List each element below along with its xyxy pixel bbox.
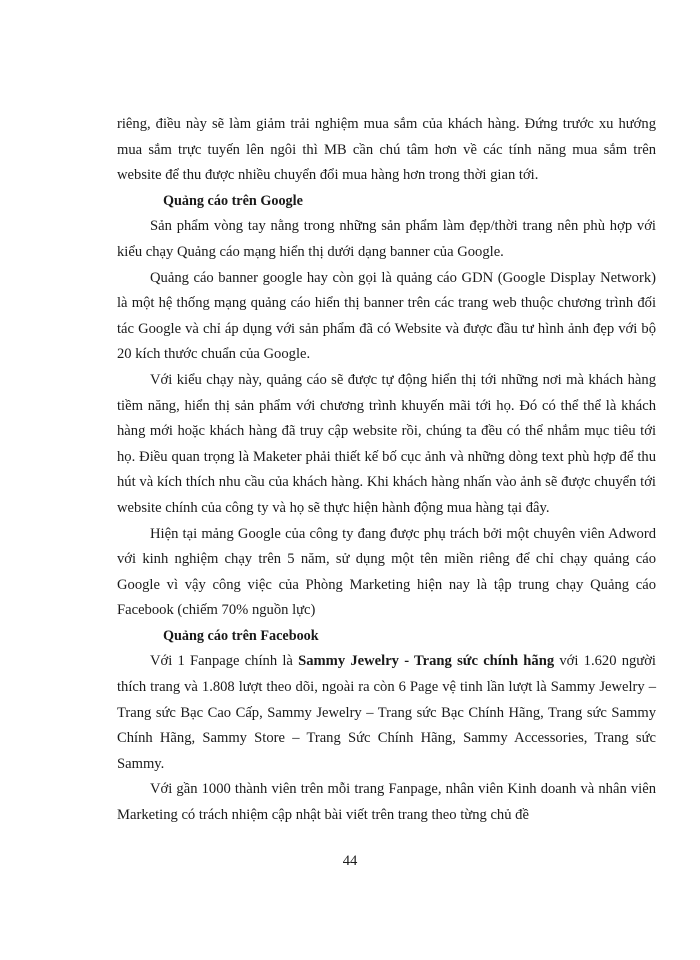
paragraph-bracelet-products: Sản phẩm vòng tay nằng trong những sản phẩm làm đẹp/thời trang nên phù hợp với kiểu chạy Quảng cáo mạng hiển thị dưới dạng banner của Google.: [117, 218, 656, 260]
fanpage-intro-text: Với 1 Fanpage chính là: [150, 653, 299, 670]
paragraph-fanpage-members: Với gần 1000 thành viên trên mỗi trang Fanpage, nhân viên Kinh doanh và nhân viên Marketing có trách nhiệm cập nhật bài viết trên trang theo từng chủ đề: [117, 781, 656, 824]
paragraph-google-team: Hiện tại mảng Google của công ty đang được phụ trách bởi một chuyên viên Adword với kinh nghiệm chạy trên 5 năm, sử dụng một tên miền riêng để chỉ chạy quảng cáo Google vì vậy công việc của Phòng Marketing hiện nay là tập trung chạy Quảng cáo Facebook (chiếm 70% nguồn lực): [117, 525, 656, 619]
heading-google-ads: Quảng cáo trên Google: [163, 192, 303, 209]
paragraph-continuation: riêng, điều này sẽ làm giảm trải nghiệm mua sắm của khách hàng. Đứng trước xu hướng mua sắm trực tuyến lên ngôi thì MB cần chú tâm hơn về các tính năng mua sắm trên website để thu được nhiều chuyển đổi mua hàng hơn trong thời gian tới.: [117, 116, 656, 184]
fanpage-main-name: Sammy Jewelry - Trang sức chính hãng: [298, 653, 555, 670]
heading-facebook-ads: Quảng cáo trên Facebook: [163, 627, 319, 644]
page-number: 44: [342, 853, 358, 869]
paragraph-fanpages: [117, 649, 656, 777]
paragraph-display-targeting: Với kiểu chạy này, quảng cáo sẽ được tự động hiển thị tới những nơi mà khách hàng tiềm năng, hiển thị sản phẩm với chương trình khuyến mãi tới họ. Đó có thể thể là khách hàng mới hoặc khách hàng đã truy cập website rồi, chúng ta đều có thể nhắm mục tiêu tới họ. Điều quan trọng là Maketer phải thiết kế bố cục ảnh và những dòng text phù hợp để thu hút và kích thích nhu cầu của khách hàng. Khi khách hàng nhấn vào ảnh sẽ được chuyển tới website chính của công ty và họ sẽ thực hiện hành động mua hàng tại đây.: [117, 371, 656, 516]
body-text: [117, 112, 656, 829]
paragraph-gdn: Quảng cáo banner google hay còn gọi là quảng cáo GDN (Google Display Network) là một hệ thống mạng quảng cáo hiển thị banner trên các trang web thuộc chương trình đối tác Google và chỉ áp dụng với sản phẩm đã có Website và được đầu tư hình ảnh đẹp với bộ 20 kích thước chuẩn của Google.: [117, 269, 656, 363]
fanpage-details-text: với 1.620 người thích trang và 1.808 lượt theo dõi, ngoài ra còn 6 Page vệ tinh lần lượt là Sammy Jewelry – Trang sức Bạc Cao Cấp, Sammy Jewelry – Trang sức Bạc Chính Hãng, Trang sức Sammy Chính Hãng, Sammy Store – Trang Sức Chính Hãng, Sammy Accessories, Trang sức Sammy.: [117, 653, 656, 772]
